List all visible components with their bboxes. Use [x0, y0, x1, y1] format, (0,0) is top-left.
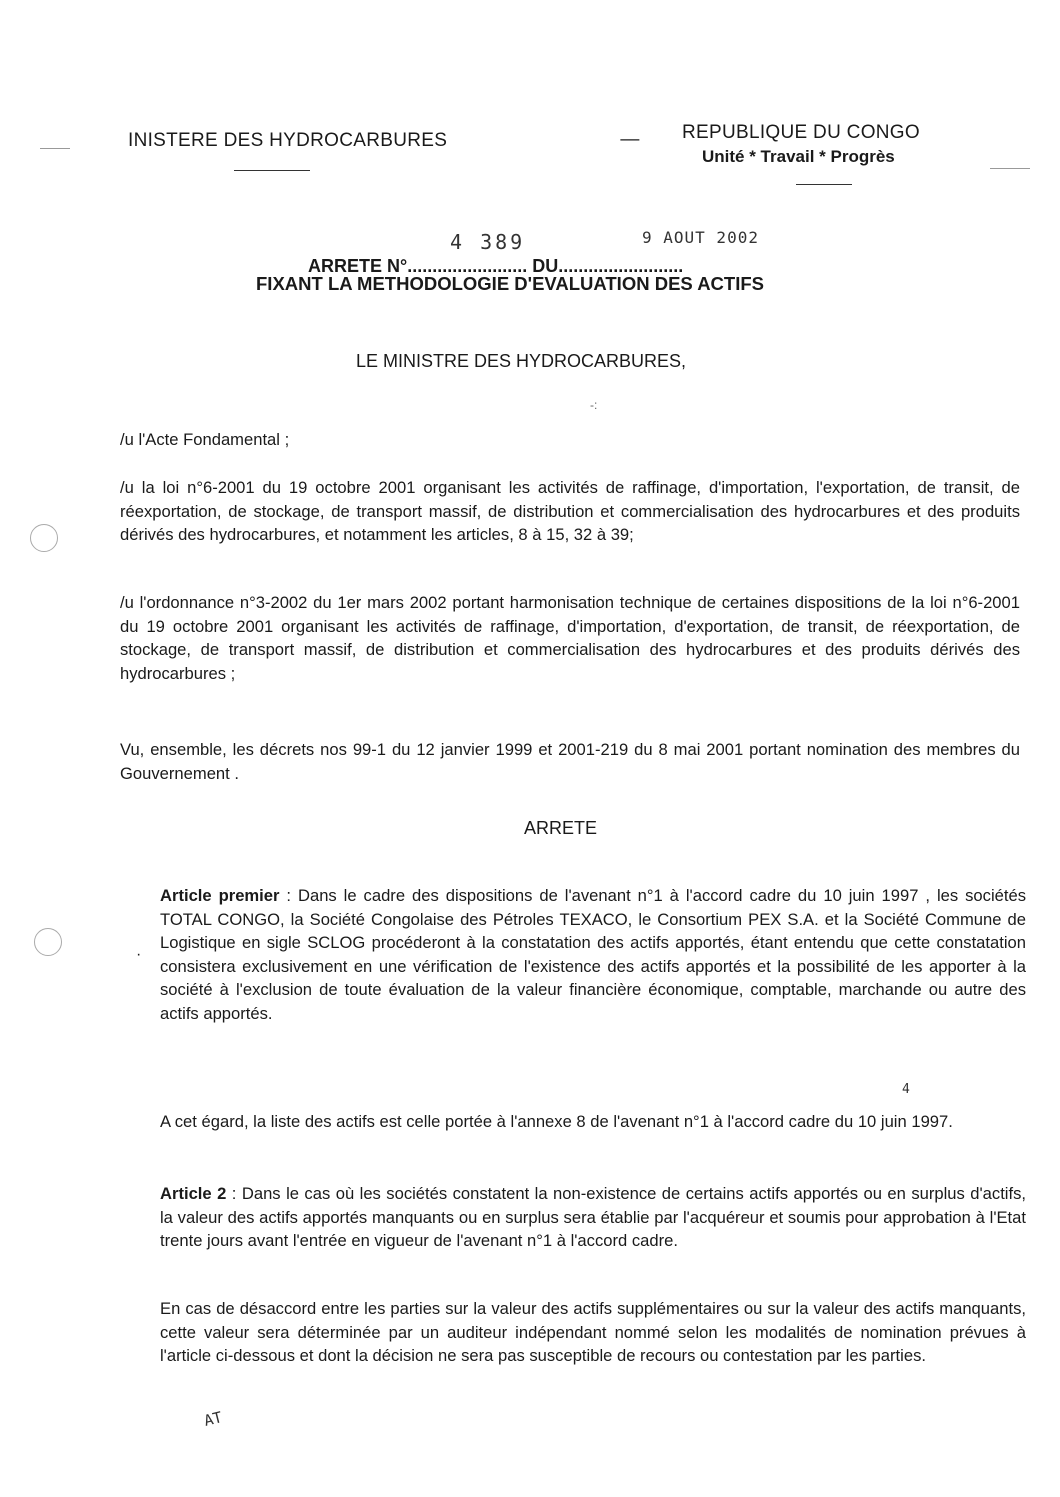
article-premier-text: : Dans le cadre des dispositions de l'avenant n°1 à l'accord cadre du 10 juin 1997 , les sociétés TOTAL CONGO, la Société Congolaise des Pétroles TEXACO, le Consortium PEX S.A. et la Société Commune de Logistique en sigle SCLOG procéderont à la constatation des actifs apportés, étant entendu que cette constatation consistera exclusivement en une vérification de l'existence des actifs apportés et la possibilité de les apporter à la société à l'exclusion de toute évaluation de la valeur financière économique, comptable, marchande ou autre des actifs apportés. [160, 886, 1026, 1023]
scan-mark: -: [590, 398, 598, 412]
national-motto: Unité * Travail * Progrès [702, 147, 895, 166]
motto-underline [796, 184, 852, 185]
visa-decrets-gouvernement: Vu, ensemble, les décrets nos 99-1 du 12 janvier 1999 et 2001-219 du 8 mai 2001 portant nomination des membres du Gouvernement . [120, 740, 1020, 783]
punch-hole-mark [30, 524, 58, 552]
margin-handwritten-mark: 4 [902, 1082, 910, 1097]
visa-ordonnance-3-2002: /u l'ordonnance n°3-2002 du 1er mars 2002 portant harmonisation technique de certaines dispositions de la loi n°6-2001 du 19 octobre 2001 organisant les activités de raffinage, d'importation, d'exportation, de transit, de réexportation, de stockage, de transport massif, de distribution et commercialisation des hydrocarbures et des produits dérivés des hydrocarbures ; [120, 593, 1020, 683]
visa-acte-fondamental: /u l'Acte Fondamental ; [120, 430, 290, 449]
article-2-paragraph-2: En cas de désaccord entre les parties sur la valeur des actifs supplémentaires ou sur la valeur des actifs manquants, cette valeur sera déterminée par un auditeur indépendant nommé selon les modalités de nomination prévues à l'article ci-dessous et dont la décision ne sera pas susceptible de recours ou contestation par les parties. [160, 1299, 1026, 1365]
header-dash: — [620, 129, 640, 150]
scan-speck [40, 148, 70, 149]
article-premier-paragraph-2: A cet égard, la liste des actifs est celle portée à l'annexe 8 de l'avenant n°1 à l'accord cadre du 10 juin 1997. [160, 1112, 953, 1131]
decree-subject: FIXANT LA METHODOLOGIE D'EVALUATION DES ACTIFS [256, 273, 765, 294]
minister-authority: LE MINISTRE DES HYDROCARBURES, [356, 351, 687, 371]
margin-dot: · [136, 946, 142, 963]
article-premier-label: Article premier [160, 886, 280, 905]
article-2-text: : Dans le cas où les sociétés constatent la non-existence de certains actifs apportés ou en surplus d'actifs, la valeur des actifs apportés manquants ou en surplus sera établie par l'acquéreur et soumis pour approbation à l'Etat trente jours avant l'entrée en vigueur de l'avenant n°1 à l'accord cadre. [160, 1184, 1027, 1250]
republic-name: REPUBLIQUE DU CONGO [682, 122, 920, 143]
decree-title-line: ARRETE N°........................ DU......................... [308, 256, 684, 276]
scan-speck [990, 168, 1030, 169]
punch-hole-mark [34, 928, 62, 956]
arrete-heading: ARRETE [524, 818, 598, 838]
decree-date-stamp: 9 AOUT 2002 [642, 228, 759, 247]
handwritten-initials: AT [202, 1408, 224, 1430]
visa-loi-6-2001: /u la loi n°6-2001 du 19 octobre 2001 organisant les activités de raffinage, d'importation, l'exportation, de transit, de réexportation, de stockage, de transport massif, de distribution et commercialisation des hydrocarbures et des produits dérivés des hydrocarbures, et notamment les articles, 8 à 15, 32 à 39; [120, 478, 1020, 544]
article-2-label: Article 2 [160, 1184, 227, 1203]
ministry-name: INISTERE DES HYDROCARBURES [128, 130, 448, 151]
article-premier [160, 884, 1026, 1025]
decree-number-handwritten: 4 389 [450, 230, 526, 254]
article-2 [160, 1182, 1026, 1253]
ministry-underline [234, 170, 310, 171]
